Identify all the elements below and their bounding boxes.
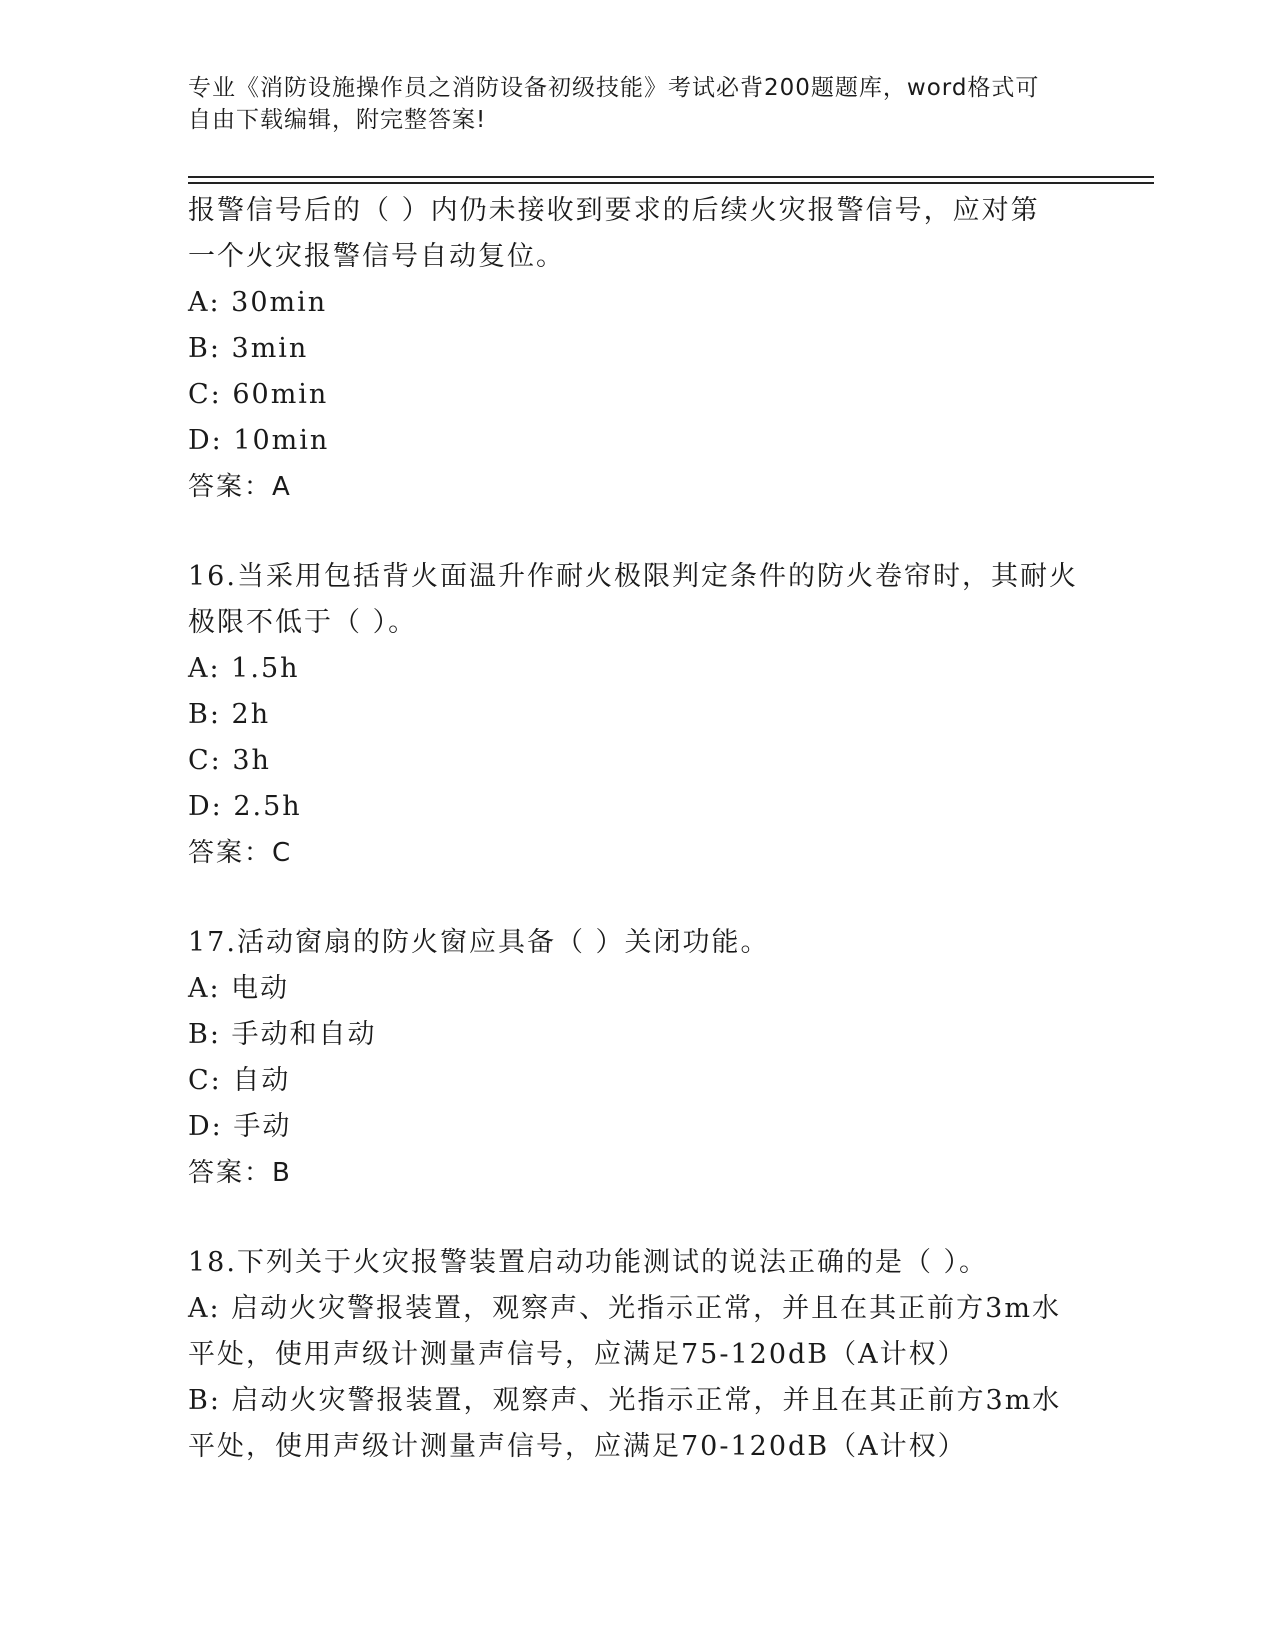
document-header	[188, 72, 1068, 136]
question-16	[188, 554, 1088, 876]
option-b: B: 2h	[188, 699, 271, 730]
question-17	[188, 920, 1088, 1196]
option-a: A: 启动火灾警报装置，观察声、光指示正常，并且在其正前方3m水	[188, 1293, 1061, 1324]
question-text: 报警信号后的（ ）内仍未接收到要求的后续火灾报警信号，应对第	[188, 195, 1040, 226]
option-d: D: 手动	[188, 1111, 292, 1142]
question-text: 16.当采用包括背火面温升作耐火极限判定条件的防火卷帘时，其耐火	[188, 561, 1078, 592]
question-18	[188, 1240, 1088, 1470]
header-line-1: 专业《消防设施操作员之消防设备初级技能》考试必背200题题库，word格式可	[188, 75, 1040, 101]
option-a: A: 1.5h	[188, 653, 300, 684]
header-divider-bottom	[188, 182, 1154, 184]
answer: 答案：B	[188, 1158, 292, 1188]
option-d: D: 2.5h	[188, 791, 302, 822]
question-text: 极限不低于（ ）。	[188, 607, 418, 638]
option-d: D: 10min	[188, 425, 330, 456]
option-b-continued: 平处，使用声级计测量声信号，应满足70-120dB（A计权）	[188, 1431, 967, 1462]
answer: 答案：A	[188, 472, 292, 502]
option-b: B: 手动和自动	[188, 1019, 377, 1050]
header-line-2: 自由下载编辑，附完整答案!	[188, 107, 487, 133]
option-c: C: 60min	[188, 379, 329, 410]
option-c: C: 3h	[188, 745, 271, 776]
option-c: C: 自动	[188, 1065, 291, 1096]
option-a: A: 电动	[188, 973, 290, 1004]
option-b: B: 启动火灾警报装置，观察声、光指示正常，并且在其正前方3m水	[188, 1385, 1062, 1416]
question-text: 18.下列关于火灾报警装置启动功能测试的说法正确的是（ ）。	[188, 1247, 989, 1278]
question-text: 17.活动窗扇的防火窗应具备（ ）关闭功能。	[188, 927, 770, 958]
question-15	[188, 188, 1088, 510]
option-a-continued: 平处，使用声级计测量声信号，应满足75-120dB（A计权）	[188, 1339, 967, 1370]
header-divider-top	[188, 176, 1154, 178]
question-text: 一个火灾报警信号自动复位。	[188, 241, 565, 272]
option-b: B: 3min	[188, 333, 309, 364]
option-a: A: 30min	[188, 287, 328, 318]
answer: 答案：C	[188, 838, 293, 868]
question-list	[188, 188, 1088, 1470]
